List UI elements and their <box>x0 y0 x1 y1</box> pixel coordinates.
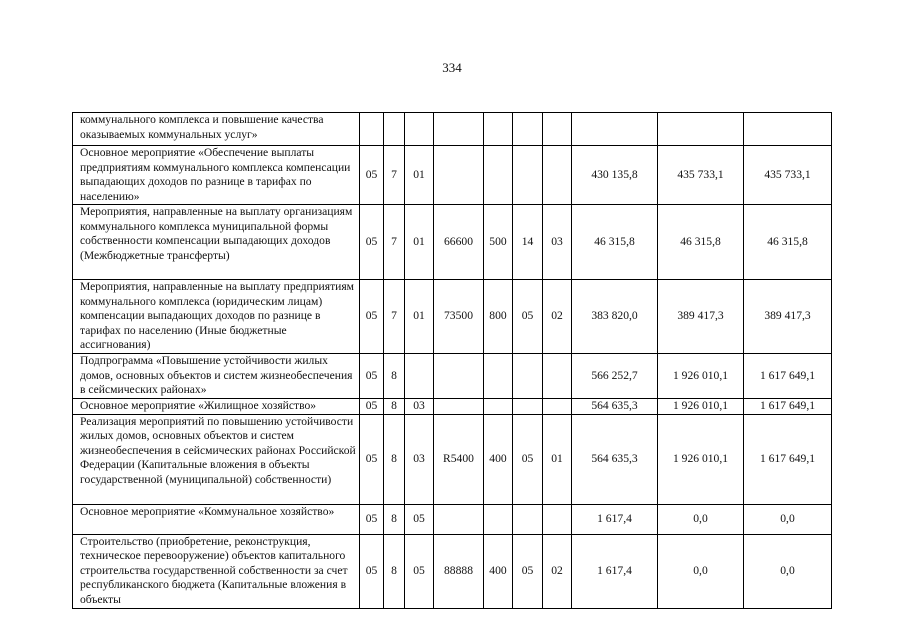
code-section: 05 <box>360 414 384 504</box>
amount-year-2: 0,0 <box>658 534 744 608</box>
row-name: Строительство (приобретение, реконструкция, техническое перевооружение) объектов капитального строительства государственной собственности за счет республиканского бюджета (Капитальные вложения в объекты <box>73 534 360 608</box>
code-direction <box>434 113 484 146</box>
amount-year-3: 0,0 <box>744 504 832 534</box>
table-row <box>73 414 832 504</box>
code-section: 05 <box>360 354 384 399</box>
amount-year-2: 0,0 <box>658 504 744 534</box>
code-expense-type: 800 <box>484 280 513 354</box>
code-chapter <box>513 146 543 205</box>
code-expense-type <box>484 399 513 415</box>
amount-year-2: 1 926 010,1 <box>658 354 744 399</box>
amount-year-1: 564 635,3 <box>572 414 658 504</box>
code-expense-type <box>484 354 513 399</box>
amount-year-3: 435 733,1 <box>744 146 832 205</box>
table-row <box>73 399 832 415</box>
code-subsection: 02 <box>543 280 572 354</box>
code-program: 8 <box>384 399 405 415</box>
code-section: 05 <box>360 205 384 280</box>
code-expense-type: 400 <box>484 414 513 504</box>
row-name: Мероприятия, направленные на выплату предприятиям коммунального комплекса (юридическим лицам) компенсации выпадающих доходов по разнице в тарифах по населению (Иные бюджетные ассигнования) <box>73 280 360 354</box>
code-subprogram: 01 <box>405 146 434 205</box>
code-program: 8 <box>384 354 405 399</box>
code-program <box>384 113 405 146</box>
code-subprogram <box>405 113 434 146</box>
code-program: 8 <box>384 504 405 534</box>
amount-year-3: 389 417,3 <box>744 280 832 354</box>
row-name: Основное мероприятие «Обеспечение выплаты предприятиям коммунального комплекса компенсации выпадающих доходов по разнице в тарифах по населению» <box>73 146 360 205</box>
amount-year-1: 1 617,4 <box>572 504 658 534</box>
code-expense-type <box>484 504 513 534</box>
code-chapter: 05 <box>513 534 543 608</box>
table-row <box>73 504 832 534</box>
row-name: Основное мероприятие «Жилищное хозяйство» <box>73 399 360 415</box>
row-name: Основное мероприятие «Коммунальное хозяйство» <box>73 504 360 534</box>
row-name: Мероприятия, направленные на выплату организациям коммунального комплекса муниципальной формы собственности компенсации выпадающих доходов (Межбюджетные трансферты) <box>73 205 360 280</box>
code-direction <box>434 504 484 534</box>
amount-year-1: 564 635,3 <box>572 399 658 415</box>
code-section <box>360 113 384 146</box>
amount-year-1 <box>572 113 658 146</box>
amount-year-1: 430 135,8 <box>572 146 658 205</box>
amount-year-3: 1 617 649,1 <box>744 399 832 415</box>
amount-year-3 <box>744 113 832 146</box>
amount-year-2: 1 926 010,1 <box>658 399 744 415</box>
amount-year-2: 389 417,3 <box>658 280 744 354</box>
code-expense-type <box>484 146 513 205</box>
code-subprogram: 05 <box>405 504 434 534</box>
code-section: 05 <box>360 534 384 608</box>
code-direction: 88888 <box>434 534 484 608</box>
code-program: 7 <box>384 205 405 280</box>
code-chapter <box>513 399 543 415</box>
page-number: 334 <box>442 60 462 75</box>
code-direction: 66600 <box>434 205 484 280</box>
amount-year-3: 0,0 <box>744 534 832 608</box>
amount-year-1: 383 820,0 <box>572 280 658 354</box>
code-expense-type: 400 <box>484 534 513 608</box>
table-row <box>73 113 832 146</box>
code-subsection: 01 <box>543 414 572 504</box>
code-program: 7 <box>384 146 405 205</box>
code-subsection: 02 <box>543 534 572 608</box>
code-subsection <box>543 504 572 534</box>
code-direction <box>434 354 484 399</box>
code-subsection <box>543 146 572 205</box>
amount-year-1: 1 617,4 <box>572 534 658 608</box>
code-direction <box>434 146 484 205</box>
code-subprogram: 03 <box>405 399 434 415</box>
table-row <box>73 534 832 608</box>
code-direction: R5400 <box>434 414 484 504</box>
amount-year-3: 1 617 649,1 <box>744 414 832 504</box>
code-chapter: 05 <box>513 280 543 354</box>
code-subsection <box>543 354 572 399</box>
code-chapter <box>513 504 543 534</box>
row-name: коммунального комплекса и повышение качества оказываемых коммунальных услуг» <box>73 113 360 146</box>
code-subsection <box>543 399 572 415</box>
code-expense-type <box>484 113 513 146</box>
code-section: 05 <box>360 504 384 534</box>
row-name: Реализация мероприятий по повышению устойчивости жилых домов, основных объектов и систем жизнеобеспечения в сейсмических районах Российской Федерации (Капитальные вложения в объекты государственной (муниципальной) собственности) <box>73 414 360 504</box>
code-chapter <box>513 354 543 399</box>
budget-table <box>72 112 832 609</box>
amount-year-2: 46 315,8 <box>658 205 744 280</box>
code-subprogram: 03 <box>405 414 434 504</box>
code-direction: 73500 <box>434 280 484 354</box>
table-row <box>73 280 832 354</box>
code-direction <box>434 399 484 415</box>
code-subsection: 03 <box>543 205 572 280</box>
code-subsection <box>543 113 572 146</box>
code-subprogram: 01 <box>405 280 434 354</box>
table-row <box>73 146 832 205</box>
code-subprogram: 05 <box>405 534 434 608</box>
amount-year-2: 435 733,1 <box>658 146 744 205</box>
table-row <box>73 354 832 399</box>
amount-year-1: 46 315,8 <box>572 205 658 280</box>
amount-year-3: 1 617 649,1 <box>744 354 832 399</box>
amount-year-2 <box>658 113 744 146</box>
amount-year-2: 1 926 010,1 <box>658 414 744 504</box>
code-section: 05 <box>360 146 384 205</box>
code-section: 05 <box>360 280 384 354</box>
code-subprogram <box>405 354 434 399</box>
table-row <box>73 205 832 280</box>
code-program: 7 <box>384 280 405 354</box>
row-name: Подпрограмма «Повышение устойчивости жилых домов, основных объектов и систем жизнеобеспечения в сейсмических районах» <box>73 354 360 399</box>
amount-year-1: 566 252,7 <box>572 354 658 399</box>
code-program: 8 <box>384 534 405 608</box>
code-chapter <box>513 113 543 146</box>
code-program: 8 <box>384 414 405 504</box>
code-section: 05 <box>360 399 384 415</box>
code-expense-type: 500 <box>484 205 513 280</box>
code-chapter: 05 <box>513 414 543 504</box>
code-chapter: 14 <box>513 205 543 280</box>
code-subprogram: 01 <box>405 205 434 280</box>
amount-year-3: 46 315,8 <box>744 205 832 280</box>
